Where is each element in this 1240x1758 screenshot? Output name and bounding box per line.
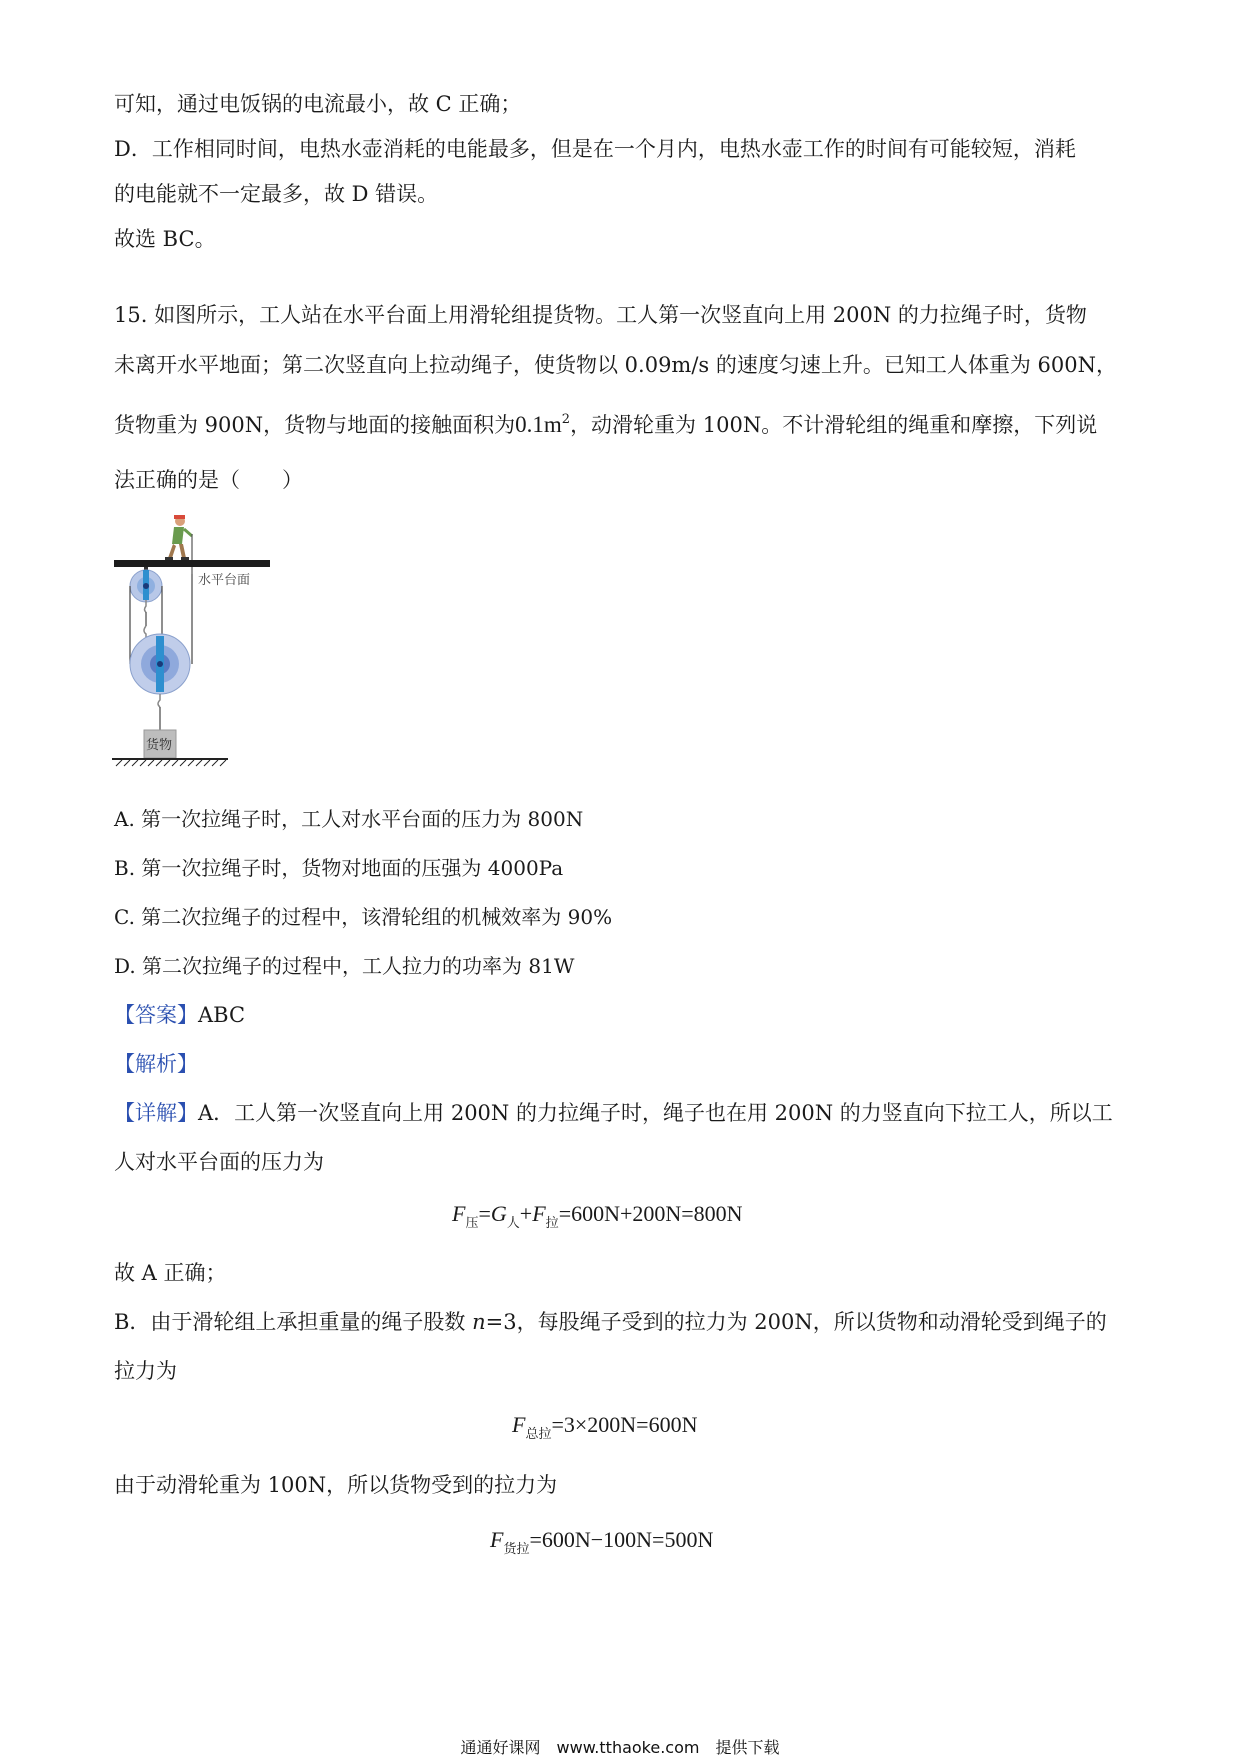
option-d: D. 第二次拉绳子的过程中，工人拉力的功率为 81W: [114, 954, 575, 978]
detail-tag: 【详解】: [114, 1101, 198, 1125]
text-line: 故 A 正确；: [114, 1261, 227, 1285]
formula-symbol: G: [490, 1201, 507, 1226]
option-a: A. 第一次拉绳子时，工人对水平台面的压力为 800N: [114, 807, 584, 831]
formula-value: =3×200N=600N: [551, 1412, 698, 1437]
text-line: 由于动滑轮重为 100N，所以货物受到的拉力为: [114, 1473, 558, 1497]
text-line: 拉力为: [114, 1359, 177, 1383]
formula-symbol: F: [490, 1527, 504, 1552]
text-line: D．工作相同时间，电热水壶消耗的电能最多，但是在一个月内，电热水壶工作的时间有可能较短，消耗: [114, 137, 1076, 161]
text-line: 可知，通过电饭锅的电流最小，故 C 正确；: [114, 92, 522, 116]
text-line: [114, 1307, 1107, 1337]
area-exponent: 2: [561, 412, 571, 427]
formula-operator: +: [519, 1201, 533, 1226]
formula-subscript: 压: [465, 1215, 479, 1230]
area-value: 0.1m: [515, 412, 562, 437]
question-15-line: 未离开水平地面；第二次竖直向上拉动绳子，使货物以 0.09m/s 的速度匀速上升。已知工人体重为 600N，: [114, 353, 1118, 377]
formula-cargo-pull: [490, 1525, 713, 1564]
formula-subscript: 拉: [545, 1215, 559, 1230]
analysis-line: [114, 1049, 198, 1079]
formula-operator: =: [478, 1201, 491, 1226]
text-span: =3，每股绳子受到的拉力为 200N，所以货物和动滑轮受到绳子的: [485, 1310, 1107, 1334]
formula-subscript: 总拉: [525, 1426, 552, 1441]
question-15-line: [114, 405, 1097, 440]
pulley-diagram: [110, 514, 280, 784]
text-line: 故选 BC。: [114, 227, 216, 251]
detail-line: 人对水平台面的压力为: [114, 1150, 324, 1174]
detail-text: A．工人第一次竖直向上用 200N 的力拉绳子时，绳子也在用 200N 的力竖直向下拉工人，所以工: [198, 1101, 1113, 1125]
formula-value: =600N−100N=500N: [529, 1527, 714, 1552]
formula-pressure-force: [452, 1199, 743, 1238]
question-text: ，动滑轮重为 100N。不计滑轮组的绳重和摩擦，下列说: [570, 413, 1098, 437]
formula-subscript: 人: [506, 1215, 520, 1230]
answer-value: ABC: [198, 1003, 246, 1027]
option-b: B. 第一次拉绳子时，货物对地面的压强为 4000Pa: [114, 856, 564, 880]
fixed-pulley: [130, 570, 162, 602]
formula-symbol: F: [452, 1201, 466, 1226]
text-span: B．由于滑轮组上承担重量的绳子股数: [114, 1310, 473, 1334]
option-c: C. 第二次拉绳子的过程中，该滑轮组的机械效率为 90%: [114, 905, 613, 929]
answer-line: [114, 1000, 245, 1030]
question-text: 货物重为 900N，货物与地面的接触面积为: [114, 413, 516, 437]
page-footer: 通通好课网 www.tthaoke.com 提供下载: [460, 1738, 780, 1757]
answer-tag: 【答案】: [114, 1003, 198, 1027]
text-line: 的电能就不一定最多，故 D 错误。: [114, 182, 439, 206]
formula-symbol: F: [532, 1201, 546, 1226]
formula-subscript: 货拉: [503, 1541, 530, 1556]
analysis-tag: 【解析】: [114, 1052, 198, 1076]
formula-symbol: F: [512, 1412, 526, 1437]
movable-pulley: [130, 634, 190, 694]
cargo-label: 货物: [146, 738, 173, 753]
question-15-line: 15. 如图所示，工人站在水平台面上用滑轮组提货物。工人第一次竖直向上用 200N 的力拉绳子时，货物: [114, 303, 1087, 327]
ground: [112, 759, 228, 766]
formula-value: =600N+200N=800N: [558, 1201, 743, 1226]
formula-total-pull: [512, 1410, 697, 1449]
detail-line: [114, 1098, 1113, 1128]
platform-label: 水平台面: [198, 573, 251, 588]
question-15-line: 法正确的是（ ）: [114, 468, 303, 492]
variable-n: n: [472, 1310, 486, 1334]
platform: [114, 560, 270, 567]
